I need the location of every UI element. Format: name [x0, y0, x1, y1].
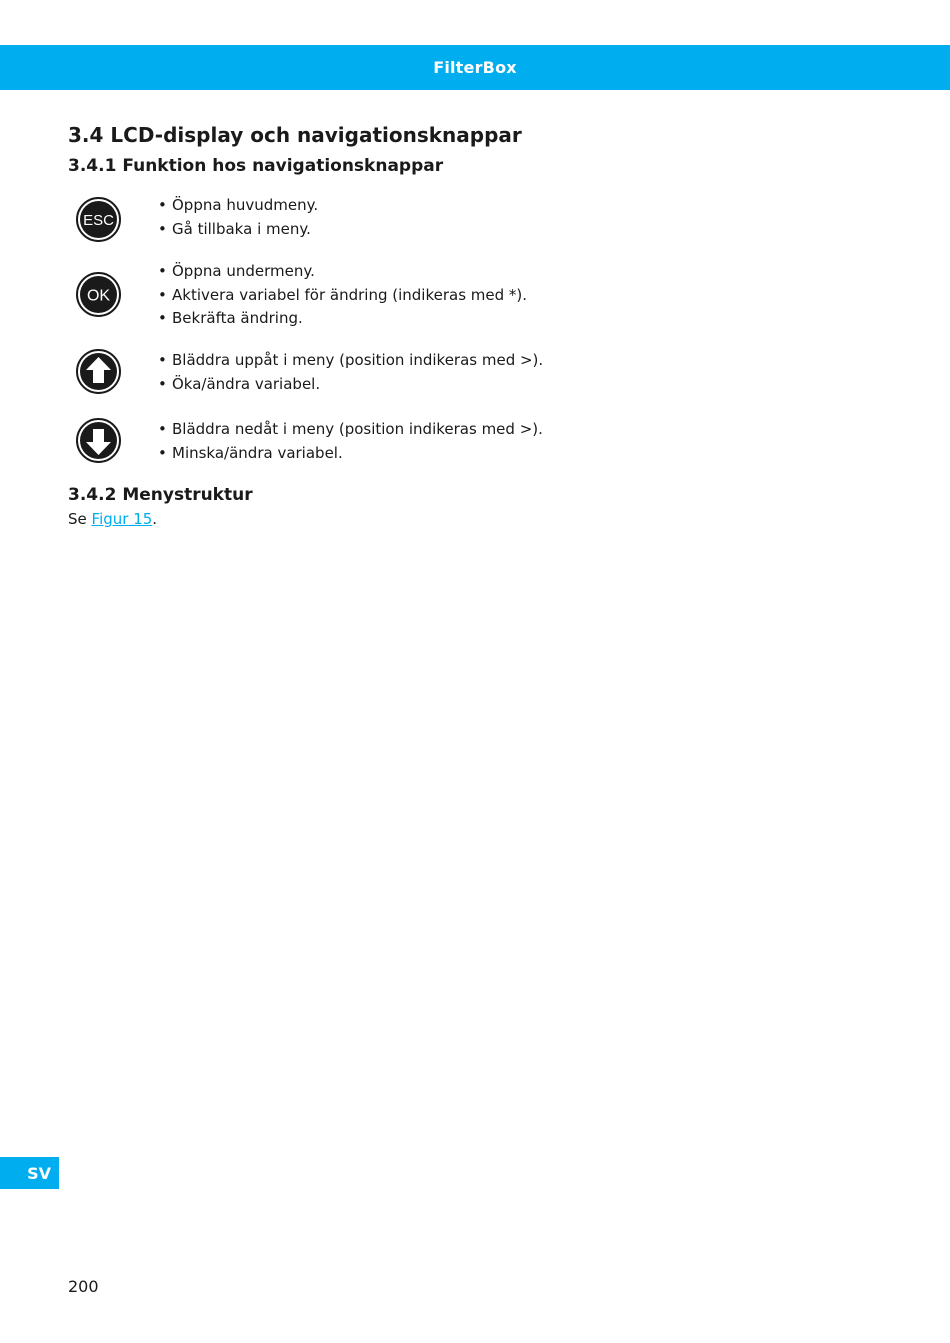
ok-button-icon — [76, 272, 121, 317]
see-prefix: Se — [68, 510, 92, 528]
list-item: • Aktivera variabel för ändring (indikeras med *). — [158, 284, 527, 308]
header-bar — [0, 45, 950, 90]
esc-function-list — [158, 194, 318, 241]
list-item: • Bläddra nedåt i meny (position indikeras med >). — [158, 418, 543, 442]
see-suffix: . — [152, 510, 158, 528]
arrow-down-icon — [76, 418, 121, 463]
section-heading: 3.4 LCD-display och navigationsknappar — [68, 123, 522, 147]
list-item: • Öppna huvudmeny. — [158, 194, 318, 218]
subsection-heading: 3.4.1 Funktion hos navigationsknappar — [68, 156, 444, 176]
language-tab — [0, 1157, 59, 1189]
menu-structure-heading: 3.4.2 Menystruktur — [68, 485, 253, 505]
see-reference — [68, 510, 157, 528]
up-function-list — [158, 349, 543, 396]
figure-link[interactable]: Figur 15 — [91, 510, 153, 528]
list-item: • Bläddra uppåt i meny (position indikeras med >). — [158, 349, 543, 373]
esc-button-icon — [76, 197, 121, 242]
arrow-up-icon — [76, 349, 121, 394]
list-item: • Bekräfta ändring. — [158, 307, 527, 331]
document-title: FilterBox — [433, 58, 517, 77]
ok-icon-label: OK — [86, 287, 111, 305]
ok-function-list — [158, 260, 527, 331]
language-tab-label: SV — [27, 1163, 51, 1183]
page-number: 200 — [68, 1277, 99, 1296]
list-item: • Öppna undermeny. — [158, 260, 527, 284]
list-item: • Öka/ändra variabel. — [158, 373, 543, 397]
esc-icon-label: ESC — [83, 212, 114, 229]
list-item: • Gå tillbaka i meny. — [158, 218, 318, 242]
list-item: • Minska/ändra variabel. — [158, 442, 543, 466]
down-function-list — [158, 418, 543, 465]
